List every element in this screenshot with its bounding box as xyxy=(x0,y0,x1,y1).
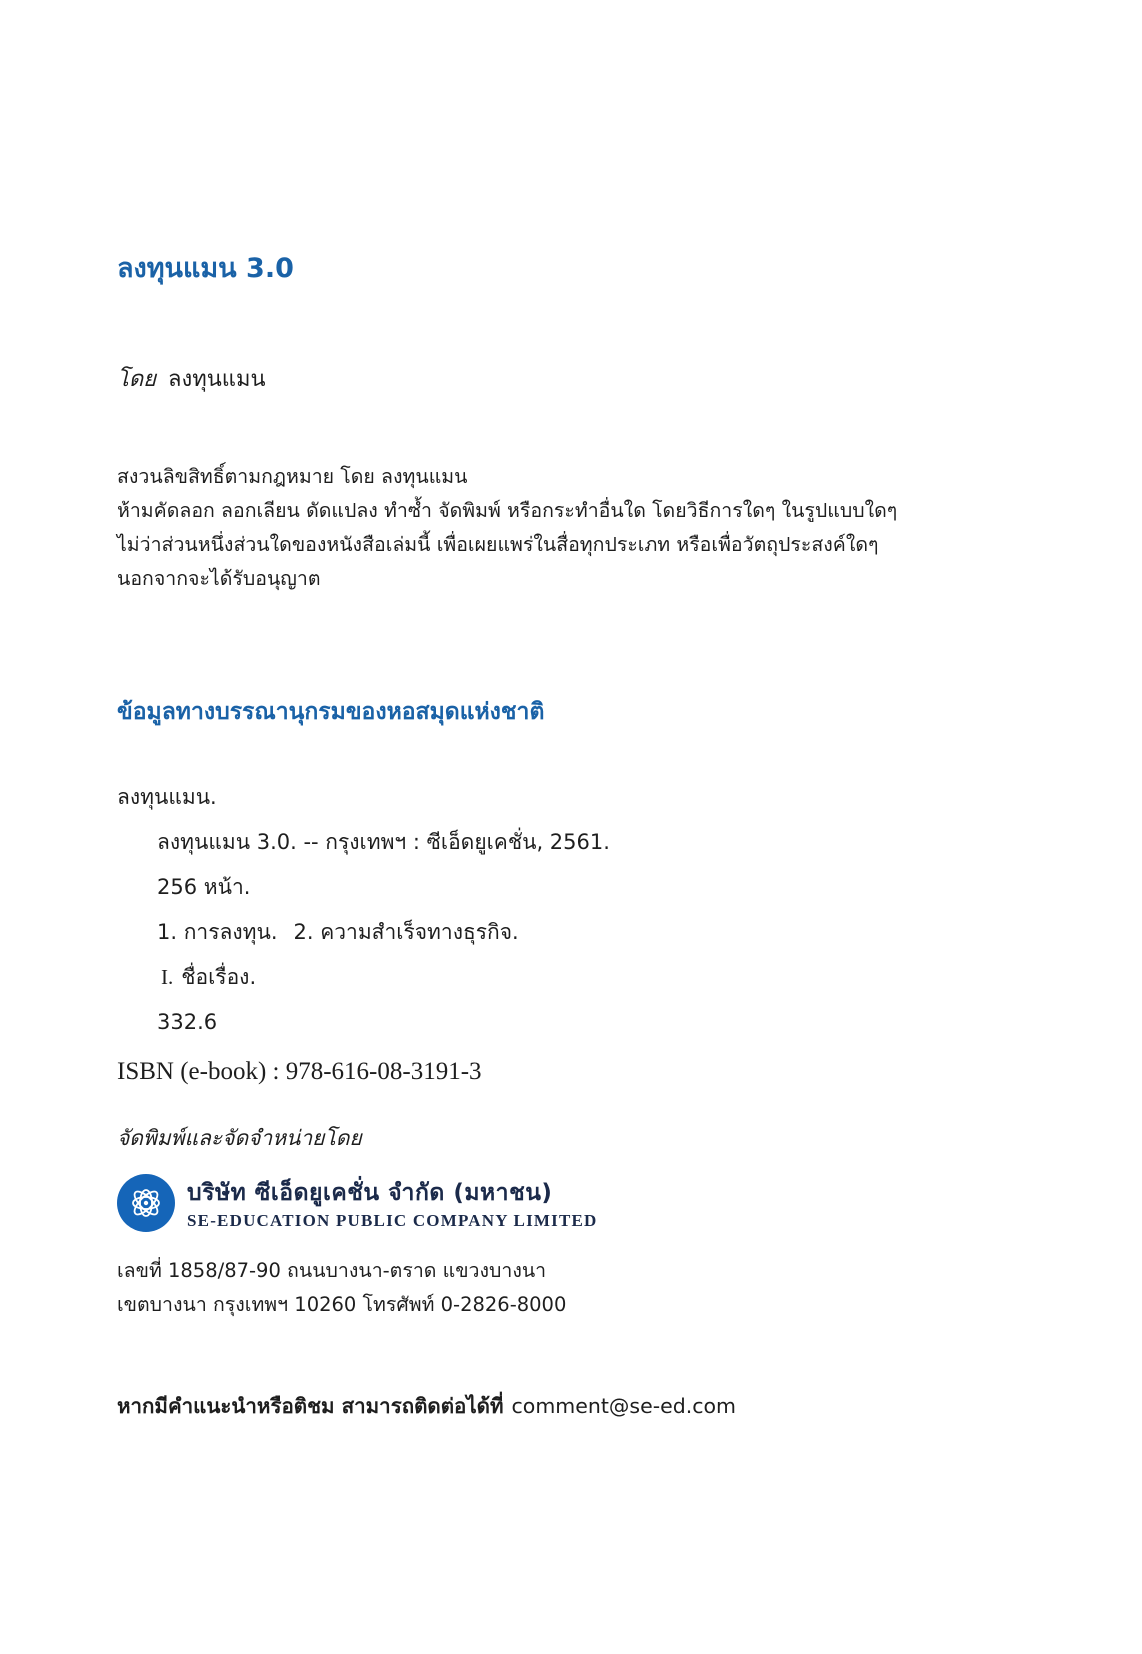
isbn: ISBN (e-book) : 978-616-08-3191-3 xyxy=(117,1058,482,1085)
publisher-name-thai: บริษัท ซีเอ็ดยูเคชั่น จำกัด (มหาชน) xyxy=(187,1180,553,1206)
contact-email[interactable]: comment@se-ed.com xyxy=(511,1394,737,1418)
byline xyxy=(117,361,266,396)
address-line: เขตบางนา กรุงเทพฯ 10260 โทรศัพท์ 0-2826-8000 xyxy=(117,1293,567,1316)
copyright-line: สงวนลิขสิทธิ์ตามกฎหมาย โดย ลงทุนแมน xyxy=(117,465,468,488)
cip-added-entry-numeral: I. xyxy=(161,965,174,989)
cip-added-entry-text: ชื่อเรื่อง. xyxy=(181,965,257,989)
copyright-line: ไม่ว่าส่วนหนึ่งส่วนใดของหนังสือเล่มนี้ เพื่อเผยแพร่ในสื่อทุกประเภท หรือเพื่อวัตถุประสงค์ใดๆ xyxy=(117,533,879,556)
author-name: ลงทุนแมน xyxy=(168,367,266,392)
cip-subject: 2. ความสำเร็จทางธุรกิจ. xyxy=(293,920,519,944)
by-label: โดย xyxy=(117,367,156,392)
cip-pages: 256 หน้า. xyxy=(157,875,251,899)
address-line: เลขที่ 1858/87-90 ถนนบางนา-ตราด แขวงบางนา xyxy=(117,1259,547,1282)
cip-heading: ข้อมูลทางบรรณานุกรมของหอสมุดแห่งชาติ xyxy=(117,699,545,725)
publisher-name-english: SE-EDUCATION PUBLIC COMPANY LIMITED xyxy=(187,1211,598,1230)
copyright-notice xyxy=(117,460,897,596)
cip-title-line: ลงทุนแมน 3.0. -- กรุงเทพฯ : ซีเอ็ดยูเคชั่น, 2561. xyxy=(157,830,610,854)
publisher-label: จัดพิมพ์และจัดจำหน่ายโดย xyxy=(117,1126,362,1150)
cip-author-entry: ลงทุนแมน. xyxy=(117,785,217,809)
book-title: ลงทุนแมน 3.0 xyxy=(117,253,294,284)
contact-line xyxy=(117,1390,736,1423)
copyright-line: ห้ามคัดลอก ลอกเลียน ดัดแปลง ทำซ้ำ จัดพิมพ์ หรือกระทำอื่นใด โดยวิธีการใดๆ ในรูปแบบใดๆ xyxy=(117,499,898,522)
cip-classification: 332.6 xyxy=(157,1010,218,1034)
cip-subjects xyxy=(157,916,535,949)
cip-subject: 1. การลงทุน. xyxy=(157,920,278,944)
contact-label: หากมีคำแนะนำหรือติชม สามารถติดต่อได้ที่ xyxy=(117,1394,504,1418)
cip-added-entry xyxy=(161,961,256,994)
publisher-address xyxy=(117,1254,566,1322)
se-ed-atom-logo-icon xyxy=(117,1174,175,1232)
copyright-line: นอกจากจะได้รับอนุญาต xyxy=(117,567,321,590)
